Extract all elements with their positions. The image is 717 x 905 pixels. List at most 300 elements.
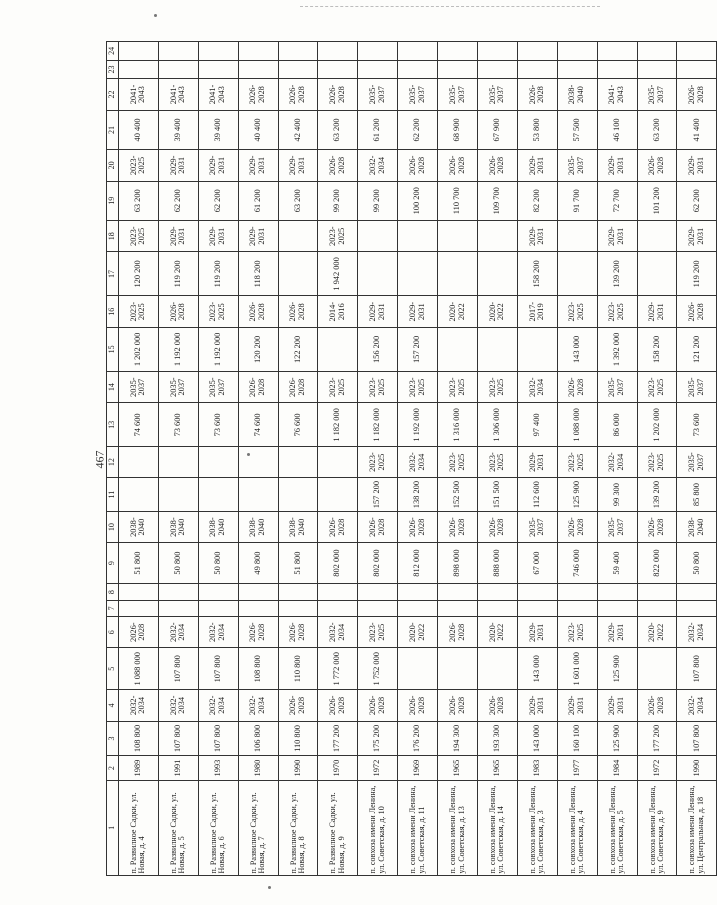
- table-cell: 46 100: [597, 110, 637, 149]
- table-cell: 68 900: [438, 110, 478, 149]
- table-cell: 2035-2037: [358, 79, 398, 110]
- table-cell: 2038-2040: [677, 512, 717, 542]
- table-cell: 822 000: [637, 542, 677, 584]
- table-cell: 2023-2025: [119, 221, 159, 252]
- table-cell: 100 200: [398, 181, 438, 220]
- table-cell: [318, 600, 358, 616]
- table-cell: [318, 327, 358, 371]
- table-cell: 2023-2025: [318, 371, 358, 402]
- table-cell: 1 942 000: [318, 252, 358, 296]
- table-cell: [398, 648, 438, 690]
- table-cell: 2017-2019: [517, 296, 557, 327]
- table-cell: 67 900: [478, 110, 518, 149]
- table-cell: 2026-2028: [119, 617, 159, 648]
- table-cell: 40 400: [238, 110, 278, 149]
- table-cell: [278, 221, 318, 252]
- table-cell: 40 400: [119, 110, 159, 149]
- table-cell: 106 800: [238, 721, 278, 756]
- table-cell: 158 200: [637, 327, 677, 371]
- table-cell: 2014-2016: [318, 296, 358, 327]
- table-cell: 1984: [597, 756, 637, 780]
- table-cell: [198, 584, 238, 600]
- table-cell: [438, 60, 478, 79]
- table-cell: 156 200: [358, 327, 398, 371]
- table-cell: 125 900: [597, 648, 637, 690]
- table-cell: 2026-2028: [478, 512, 518, 542]
- table-cell: 120 200: [119, 252, 159, 296]
- table-cell: [198, 42, 238, 61]
- table-cell: 2026-2028: [318, 150, 358, 181]
- table-cell: [637, 42, 677, 61]
- table-cell: 73 600: [677, 403, 717, 447]
- table-cell: 2026-2028: [438, 150, 478, 181]
- table-cell: 2029-2031: [517, 447, 557, 477]
- table-cell: 2038-2040: [198, 512, 238, 542]
- table-cell: 2035-2037: [119, 371, 159, 402]
- table-cell: 2029-2031: [557, 690, 597, 721]
- address-cell: п. Развилное Садки, ул. Новая, д. 9: [318, 780, 358, 875]
- table-cell: 2026-2028: [238, 296, 278, 327]
- table-cell: 2029-2031: [238, 221, 278, 252]
- table-cell: [438, 221, 478, 252]
- table-cell: 1 192 000: [198, 327, 238, 371]
- table-cell: 2032-2034: [198, 690, 238, 721]
- table-cell: 2029-2031: [597, 221, 637, 252]
- table-cell: 107 800: [198, 648, 238, 690]
- table-cell: 2029-2031: [238, 150, 278, 181]
- table-cell: 2041-2043: [158, 79, 198, 110]
- column-header: 13: [107, 403, 119, 447]
- column-header: 20: [107, 150, 119, 181]
- table-cell: 2023-2025: [438, 447, 478, 477]
- column-header: 24: [107, 42, 119, 61]
- table-row: [557, 42, 597, 876]
- table-cell: 143 000: [517, 648, 557, 690]
- table-cell: 73 600: [198, 403, 238, 447]
- table-cell: [358, 584, 398, 600]
- table-cell: 2029-2031: [198, 221, 238, 252]
- address-cell: п. совхоза имени Ленина, ул. Советская, д. 14: [478, 780, 518, 875]
- table-cell: 2032-2034: [238, 690, 278, 721]
- table-cell: [238, 42, 278, 61]
- table-cell: 2026-2028: [557, 371, 597, 402]
- table-cell: 2035-2037: [398, 79, 438, 110]
- table-cell: 2035-2037: [198, 371, 238, 402]
- table-cell: 2038-2040: [278, 512, 318, 542]
- table-cell: 121 200: [677, 327, 717, 371]
- table-cell: 49 800: [238, 542, 278, 584]
- table-cell: 2029-2031: [158, 221, 198, 252]
- column-header: 17: [107, 252, 119, 296]
- table-cell: [278, 477, 318, 512]
- table-cell: 2023-2025: [438, 371, 478, 402]
- scan-speck: [268, 886, 271, 889]
- address-cell: п. совхоза имени Ленина, ул. Советская, д. 11: [398, 780, 438, 875]
- table-cell: 125 900: [557, 477, 597, 512]
- table-cell: [517, 60, 557, 79]
- table-cell: 2020-2022: [478, 617, 518, 648]
- table-cell: [597, 60, 637, 79]
- table-cell: 160 100: [557, 721, 597, 756]
- table-cell: [637, 221, 677, 252]
- table-cell: 177 200: [637, 721, 677, 756]
- table-cell: 898 000: [438, 542, 478, 584]
- table-cell: 2026-2028: [158, 296, 198, 327]
- table-cell: 42 400: [278, 110, 318, 149]
- table-cell: 2023-2025: [557, 617, 597, 648]
- table-cell: [119, 60, 159, 79]
- table-cell: 802 000: [358, 542, 398, 584]
- table-cell: 2026-2028: [438, 617, 478, 648]
- table-cell: [398, 42, 438, 61]
- table-cell: 2026-2028: [398, 512, 438, 542]
- table-cell: 119 200: [677, 252, 717, 296]
- table-cell: 2023-2025: [557, 447, 597, 477]
- column-header: 22: [107, 79, 119, 110]
- table-cell: 152 500: [438, 477, 478, 512]
- table-cell: [677, 600, 717, 616]
- table-cell: 1980: [238, 756, 278, 780]
- table-row: [158, 42, 198, 876]
- table-cell: 2023-2025: [597, 296, 637, 327]
- table-cell: 1989: [119, 756, 159, 780]
- column-header: 21: [107, 110, 119, 149]
- table-cell: 2029-2031: [278, 150, 318, 181]
- table-cell: 2032-2034: [318, 617, 358, 648]
- table-cell: 2020-2022: [478, 296, 518, 327]
- table-cell: 2023-2025: [358, 447, 398, 477]
- table-cell: 151 500: [478, 477, 518, 512]
- table-cell: [637, 584, 677, 600]
- table-cell: 2023-2025: [198, 296, 238, 327]
- table-row: [198, 42, 238, 876]
- table-cell: 41 400: [677, 110, 717, 149]
- table-cell: 1 752 000: [358, 648, 398, 690]
- table-row: [478, 42, 518, 876]
- column-header: 16: [107, 296, 119, 327]
- table-cell: 2026-2028: [318, 690, 358, 721]
- table-cell: 63 200: [318, 110, 358, 149]
- table-cell: [278, 447, 318, 477]
- table-cell: 139 200: [637, 477, 677, 512]
- table-cell: 2026-2028: [278, 690, 318, 721]
- table-cell: 2038-2040: [119, 512, 159, 542]
- table-cell: 158 200: [517, 252, 557, 296]
- table-cell: [119, 42, 159, 61]
- table-cell: 109 700: [478, 181, 518, 220]
- table-cell: 2026-2028: [278, 79, 318, 110]
- table-cell: [198, 447, 238, 477]
- table-cell: 1 202 000: [119, 327, 159, 371]
- table-cell: 120 200: [238, 327, 278, 371]
- table-row: [677, 42, 717, 876]
- table-cell: 2020-2022: [438, 296, 478, 327]
- table-cell: 2032-2034: [119, 690, 159, 721]
- table-cell: 2020-2022: [398, 617, 438, 648]
- address-cell: п. совхоза имени Ленина, ул. Советская, д. 4: [557, 780, 597, 875]
- table-cell: [358, 600, 398, 616]
- address-cell: п. совхоза имени Ленина, ул. Советская, д. 9: [637, 780, 677, 875]
- table-cell: 2026-2028: [677, 296, 717, 327]
- table-cell: 802 000: [318, 542, 358, 584]
- table-cell: [238, 584, 278, 600]
- table-cell: 101 200: [637, 181, 677, 220]
- column-header: 12: [107, 447, 119, 477]
- table-cell: 122 200: [278, 327, 318, 371]
- table-cell: 175 200: [358, 721, 398, 756]
- table-cell: 143 000: [517, 721, 557, 756]
- table-cell: [438, 600, 478, 616]
- table-cell: 1 202 000: [637, 403, 677, 447]
- table-cell: [119, 447, 159, 477]
- table-cell: 138 200: [398, 477, 438, 512]
- table-header: [107, 42, 119, 876]
- table-cell: 1969: [398, 756, 438, 780]
- page-number: 467: [92, 450, 107, 469]
- table-cell: 2023-2025: [358, 617, 398, 648]
- header-row: [107, 42, 119, 876]
- table-cell: [517, 584, 557, 600]
- table-cell: [158, 584, 198, 600]
- address-cell: п. Развилное Садки, ул. Новая, д. 5: [158, 780, 198, 875]
- address-cell: п. Развилное Садки, ул. Новая, д. 7: [238, 780, 278, 875]
- table-cell: [478, 600, 518, 616]
- table-cell: 2032-2034: [517, 371, 557, 402]
- table-cell: 2023-2025: [478, 447, 518, 477]
- table-cell: 2026-2028: [478, 150, 518, 181]
- table-cell: [557, 584, 597, 600]
- table-row: [358, 42, 398, 876]
- table-cell: 62 200: [398, 110, 438, 149]
- table-cell: [198, 477, 238, 512]
- table-cell: 108 800: [238, 648, 278, 690]
- table-cell: 125 900: [597, 721, 637, 756]
- table-cell: 76 600: [278, 403, 318, 447]
- table-cell: 61 200: [238, 181, 278, 220]
- table-cell: 2032-2034: [398, 447, 438, 477]
- table-cell: [637, 600, 677, 616]
- table-cell: 157 200: [398, 327, 438, 371]
- table-cell: 39 400: [198, 110, 238, 149]
- table-cell: 2041-2043: [597, 79, 637, 110]
- table-cell: 99 200: [358, 181, 398, 220]
- table-cell: 2029-2031: [158, 150, 198, 181]
- table-cell: 1972: [637, 756, 677, 780]
- table-cell: 2029-2031: [677, 150, 717, 181]
- table-cell: 2029-2031: [677, 221, 717, 252]
- table-cell: 2035-2037: [597, 371, 637, 402]
- table-cell: 2026-2028: [637, 150, 677, 181]
- table-cell: 1 192 000: [158, 327, 198, 371]
- table-cell: 63 200: [119, 181, 159, 220]
- table-cell: 2035-2037: [557, 150, 597, 181]
- table-cell: 1977: [557, 756, 597, 780]
- table-cell: 1983: [517, 756, 557, 780]
- table-cell: 74 600: [119, 403, 159, 447]
- table-cell: 2035-2037: [637, 79, 677, 110]
- table-cell: 72 700: [597, 181, 637, 220]
- table-cell: [438, 584, 478, 600]
- table-cell: 1 088 000: [557, 403, 597, 447]
- table-cell: 2038-2040: [158, 512, 198, 542]
- address-cell: п. совхоза имени Ленина, ул. Советская, д. 5: [597, 780, 637, 875]
- table-cell: [478, 221, 518, 252]
- table-cell: 2029-2031: [517, 150, 557, 181]
- table-cell: 1993: [198, 756, 238, 780]
- address-cell: п. совхоза имени Ленина, ул. Советская, д. 3: [517, 780, 557, 875]
- table-cell: 2032-2034: [597, 447, 637, 477]
- table-cell: [478, 584, 518, 600]
- table-cell: 2035-2037: [438, 79, 478, 110]
- table-cell: [238, 447, 278, 477]
- table-cell: 107 800: [198, 721, 238, 756]
- table-cell: 59 400: [597, 542, 637, 584]
- table-cell: [119, 477, 159, 512]
- table-cell: 2038-2040: [238, 512, 278, 542]
- table-cell: [358, 221, 398, 252]
- column-header: 9: [107, 542, 119, 584]
- table-cell: 2026-2028: [438, 690, 478, 721]
- table-cell: 2026-2028: [358, 690, 398, 721]
- table-cell: 2026-2028: [677, 79, 717, 110]
- table-cell: 2020-2022: [637, 617, 677, 648]
- table-cell: 1 601 000: [557, 648, 597, 690]
- table-cell: 176 200: [398, 721, 438, 756]
- table-row: [278, 42, 318, 876]
- table-cell: [398, 60, 438, 79]
- table-cell: 1 306 000: [478, 403, 518, 447]
- table-cell: 2026-2028: [557, 512, 597, 542]
- table-row: [119, 42, 159, 876]
- table-cell: 2029-2031: [358, 296, 398, 327]
- table-cell: 85 800: [677, 477, 717, 512]
- address-cell: п. Развилное Садки, ул. Новая, д. 4: [119, 780, 159, 875]
- table-cell: 99 200: [318, 181, 358, 220]
- table-cell: 50 800: [677, 542, 717, 584]
- table-cell: 2026-2028: [637, 690, 677, 721]
- table-cell: 2026-2028: [238, 79, 278, 110]
- table-cell: [198, 60, 238, 79]
- table-cell: 2029-2031: [597, 690, 637, 721]
- table-cell: 2026-2028: [238, 371, 278, 402]
- table-cell: 2023-2025: [358, 371, 398, 402]
- address-cell: п. совхоза имени Ленина, ул. Советская, д. 13: [438, 780, 478, 875]
- table-cell: [358, 42, 398, 61]
- table-cell: 2029-2031: [597, 617, 637, 648]
- table-cell: 2023-2025: [119, 150, 159, 181]
- table-cell: [398, 221, 438, 252]
- table-cell: 2032-2034: [677, 690, 717, 721]
- column-header: 11: [107, 477, 119, 512]
- table-cell: 63 200: [637, 110, 677, 149]
- table-cell: 2026-2028: [238, 617, 278, 648]
- table-row: [438, 42, 478, 876]
- table-cell: 2029-2031: [597, 150, 637, 181]
- table-cell: 73 600: [158, 403, 198, 447]
- table-cell: [238, 600, 278, 616]
- table-cell: [637, 252, 677, 296]
- table-cell: 2029-2031: [198, 150, 238, 181]
- table-cell: 2032-2034: [677, 617, 717, 648]
- table-cell: [398, 252, 438, 296]
- scan-speck: [154, 14, 157, 17]
- column-header: 15: [107, 327, 119, 371]
- table-cell: 107 800: [677, 648, 717, 690]
- table-cell: [597, 584, 637, 600]
- table-cell: [278, 584, 318, 600]
- table-body: [119, 42, 717, 876]
- table-cell: 2029-2031: [398, 296, 438, 327]
- table-cell: 2029-2031: [517, 690, 557, 721]
- table-cell: 53 800: [517, 110, 557, 149]
- table-cell: [318, 477, 358, 512]
- table-cell: 110 700: [438, 181, 478, 220]
- column-header: 23: [107, 60, 119, 79]
- table-cell: 1991: [158, 756, 198, 780]
- table-cell: 82 200: [517, 181, 557, 220]
- table-cell: 1 772 000: [318, 648, 358, 690]
- table-cell: [318, 60, 358, 79]
- table-cell: 2026-2028: [517, 79, 557, 110]
- table-cell: 62 200: [198, 181, 238, 220]
- table-cell: 2032-2034: [158, 690, 198, 721]
- column-header: 3: [107, 721, 119, 756]
- table-cell: 194 300: [438, 721, 478, 756]
- table-cell: [517, 327, 557, 371]
- table-cell: 1 182 000: [318, 403, 358, 447]
- table-cell: [637, 648, 677, 690]
- table-cell: 139 200: [597, 252, 637, 296]
- address-cell: п. Развилное Садки, ул. Новая, д. 6: [198, 780, 238, 875]
- table-row: [637, 42, 677, 876]
- table-cell: [557, 600, 597, 616]
- table-cell: 888 000: [478, 542, 518, 584]
- table-cell: 74 600: [238, 403, 278, 447]
- table-cell: 2026-2028: [278, 296, 318, 327]
- table-cell: 2035-2037: [158, 371, 198, 402]
- table-cell: [478, 252, 518, 296]
- table-cell: [158, 600, 198, 616]
- column-header: 10: [107, 512, 119, 542]
- table-cell: 193 300: [478, 721, 518, 756]
- table-cell: 2026-2028: [478, 690, 518, 721]
- table-row: [597, 42, 637, 876]
- table-cell: 2026-2028: [398, 690, 438, 721]
- table-cell: 2035-2037: [478, 79, 518, 110]
- table-cell: [438, 327, 478, 371]
- table-cell: 50 800: [198, 542, 238, 584]
- table-cell: [278, 42, 318, 61]
- table-cell: [478, 327, 518, 371]
- column-header: 8: [107, 584, 119, 600]
- table-cell: 62 200: [677, 181, 717, 220]
- table-cell: 157 200: [358, 477, 398, 512]
- table-cell: 51 800: [119, 542, 159, 584]
- table-cell: [158, 60, 198, 79]
- table-cell: 2035-2037: [677, 371, 717, 402]
- table-cell: 1 192 000: [398, 403, 438, 447]
- table-cell: [438, 648, 478, 690]
- table-cell: 1 182 000: [358, 403, 398, 447]
- table-cell: 112 600: [517, 477, 557, 512]
- table-cell: 2041-2043: [119, 79, 159, 110]
- table-cell: 2026-2028: [318, 512, 358, 542]
- table-cell: [557, 42, 597, 61]
- table-cell: [557, 221, 597, 252]
- table-row: [318, 42, 358, 876]
- table-cell: 2023-2025: [318, 221, 358, 252]
- column-header: 1: [107, 780, 119, 875]
